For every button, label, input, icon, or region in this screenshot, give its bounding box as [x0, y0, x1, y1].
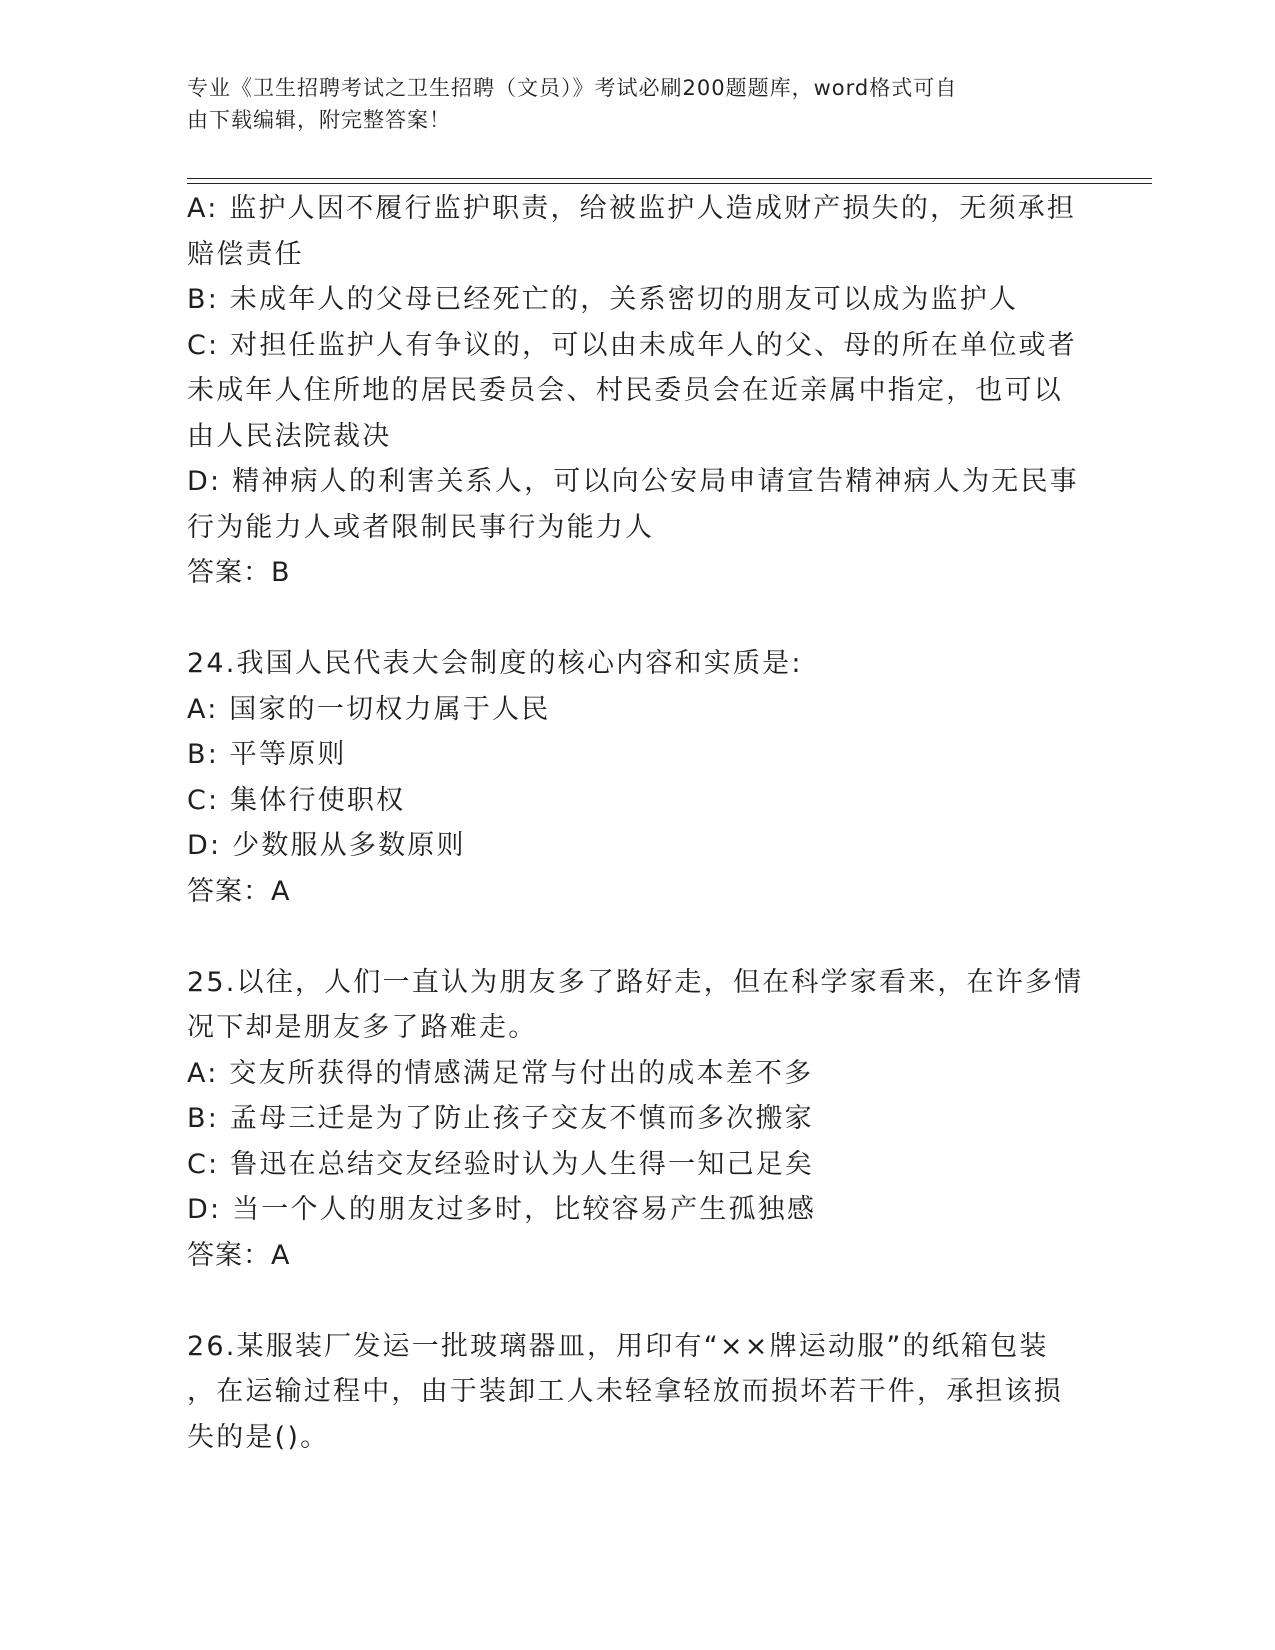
q25-stem-line-2: 况下却是朋友多了路难走。 [187, 1012, 538, 1043]
spacer [187, 914, 1087, 960]
q26-stem-line-3: 失的是()。 [187, 1421, 330, 1453]
q24-option-b: B: 平等原则 [187, 739, 347, 770]
question-26 [187, 1324, 1087, 1461]
question-23 [187, 186, 1087, 596]
q26-stem-line-1: 26.某服装厂发运一批玻璃器皿，用印有“××牌运动服”的纸箱包装 [187, 1330, 1049, 1362]
q23-option-c-line-3: 由人民法院裁决 [187, 420, 392, 452]
q23-option-d-line-2: 行为能力人或者限制民事行为能力人 [187, 511, 655, 543]
header-title-line-1: 专业《卫生招聘考试之卫生招聘（文员）》考试必刷200题题库，word格式可自 [187, 76, 958, 100]
header-title-line-2: 由下载编辑，附完整答案！ [187, 108, 451, 132]
q24-answer: 答案：A [187, 875, 291, 907]
spacer [187, 1278, 1087, 1324]
document-body [187, 186, 1087, 1460]
q24-option-d: D: 少数服从多数原则 [187, 830, 466, 861]
q23-option-d-line-1: D: 精神病人的利害关系人，可以向公安局申请宣告精神病人为无民事 [187, 466, 1079, 497]
question-25 [187, 960, 1087, 1279]
q24-stem: 24.我国人民代表大会制度的核心内容和实质是: [187, 648, 803, 679]
q25-stem-line-1: 25.以往，人们一直认为朋友多了路好走，但在科学家看来，在许多情 [187, 966, 1084, 998]
spacer [187, 596, 1087, 642]
q23-option-b: B: 未成年人的父母已经死亡的，关系密切的朋友可以成为监护人 [187, 284, 1019, 315]
document-header [187, 72, 1067, 136]
q25-option-c: C: 鲁迅在总结交友经验时认为人生得一知己足矣 [187, 1148, 815, 1180]
q23-option-c-line-1: C: 对担任监护人有争议的，可以由未成年人的父、母的所在单位或者 [187, 329, 1077, 361]
q25-option-b: B: 孟母三迁是为了防止孩子交友不慎而多次搬家 [187, 1103, 814, 1134]
q23-answer: 答案：B [187, 557, 291, 588]
q25-answer: 答案：A [187, 1239, 291, 1271]
q23-option-c-line-2: 未成年人住所地的居民委员会、村民委员会在近亲属中指定，也可以 [187, 375, 1063, 406]
q24-option-a: A: 国家的一切权力属于人民 [187, 693, 551, 725]
question-24 [187, 641, 1087, 914]
q23-option-a-line-1: A: 监护人因不履行监护职责，给被监护人造成财产损失的，无须承担 [187, 193, 1077, 224]
q25-option-a: A: 交友所获得的情感满足常与付出的成本差不多 [187, 1057, 814, 1089]
header-divider-top [187, 178, 1152, 179]
header-divider-bottom [187, 183, 1152, 184]
q25-option-d: D: 当一个人的朋友过多时，比较容易产生孤独感 [187, 1194, 817, 1225]
q23-option-a-line-2: 赔偿责任 [187, 238, 304, 270]
q26-stem-line-2: ，在运输过程中，由于装卸工人未轻拿轻放而损坏若干件，承担该损 [187, 1376, 1063, 1407]
q24-option-c: C: 集体行使职权 [187, 784, 406, 816]
